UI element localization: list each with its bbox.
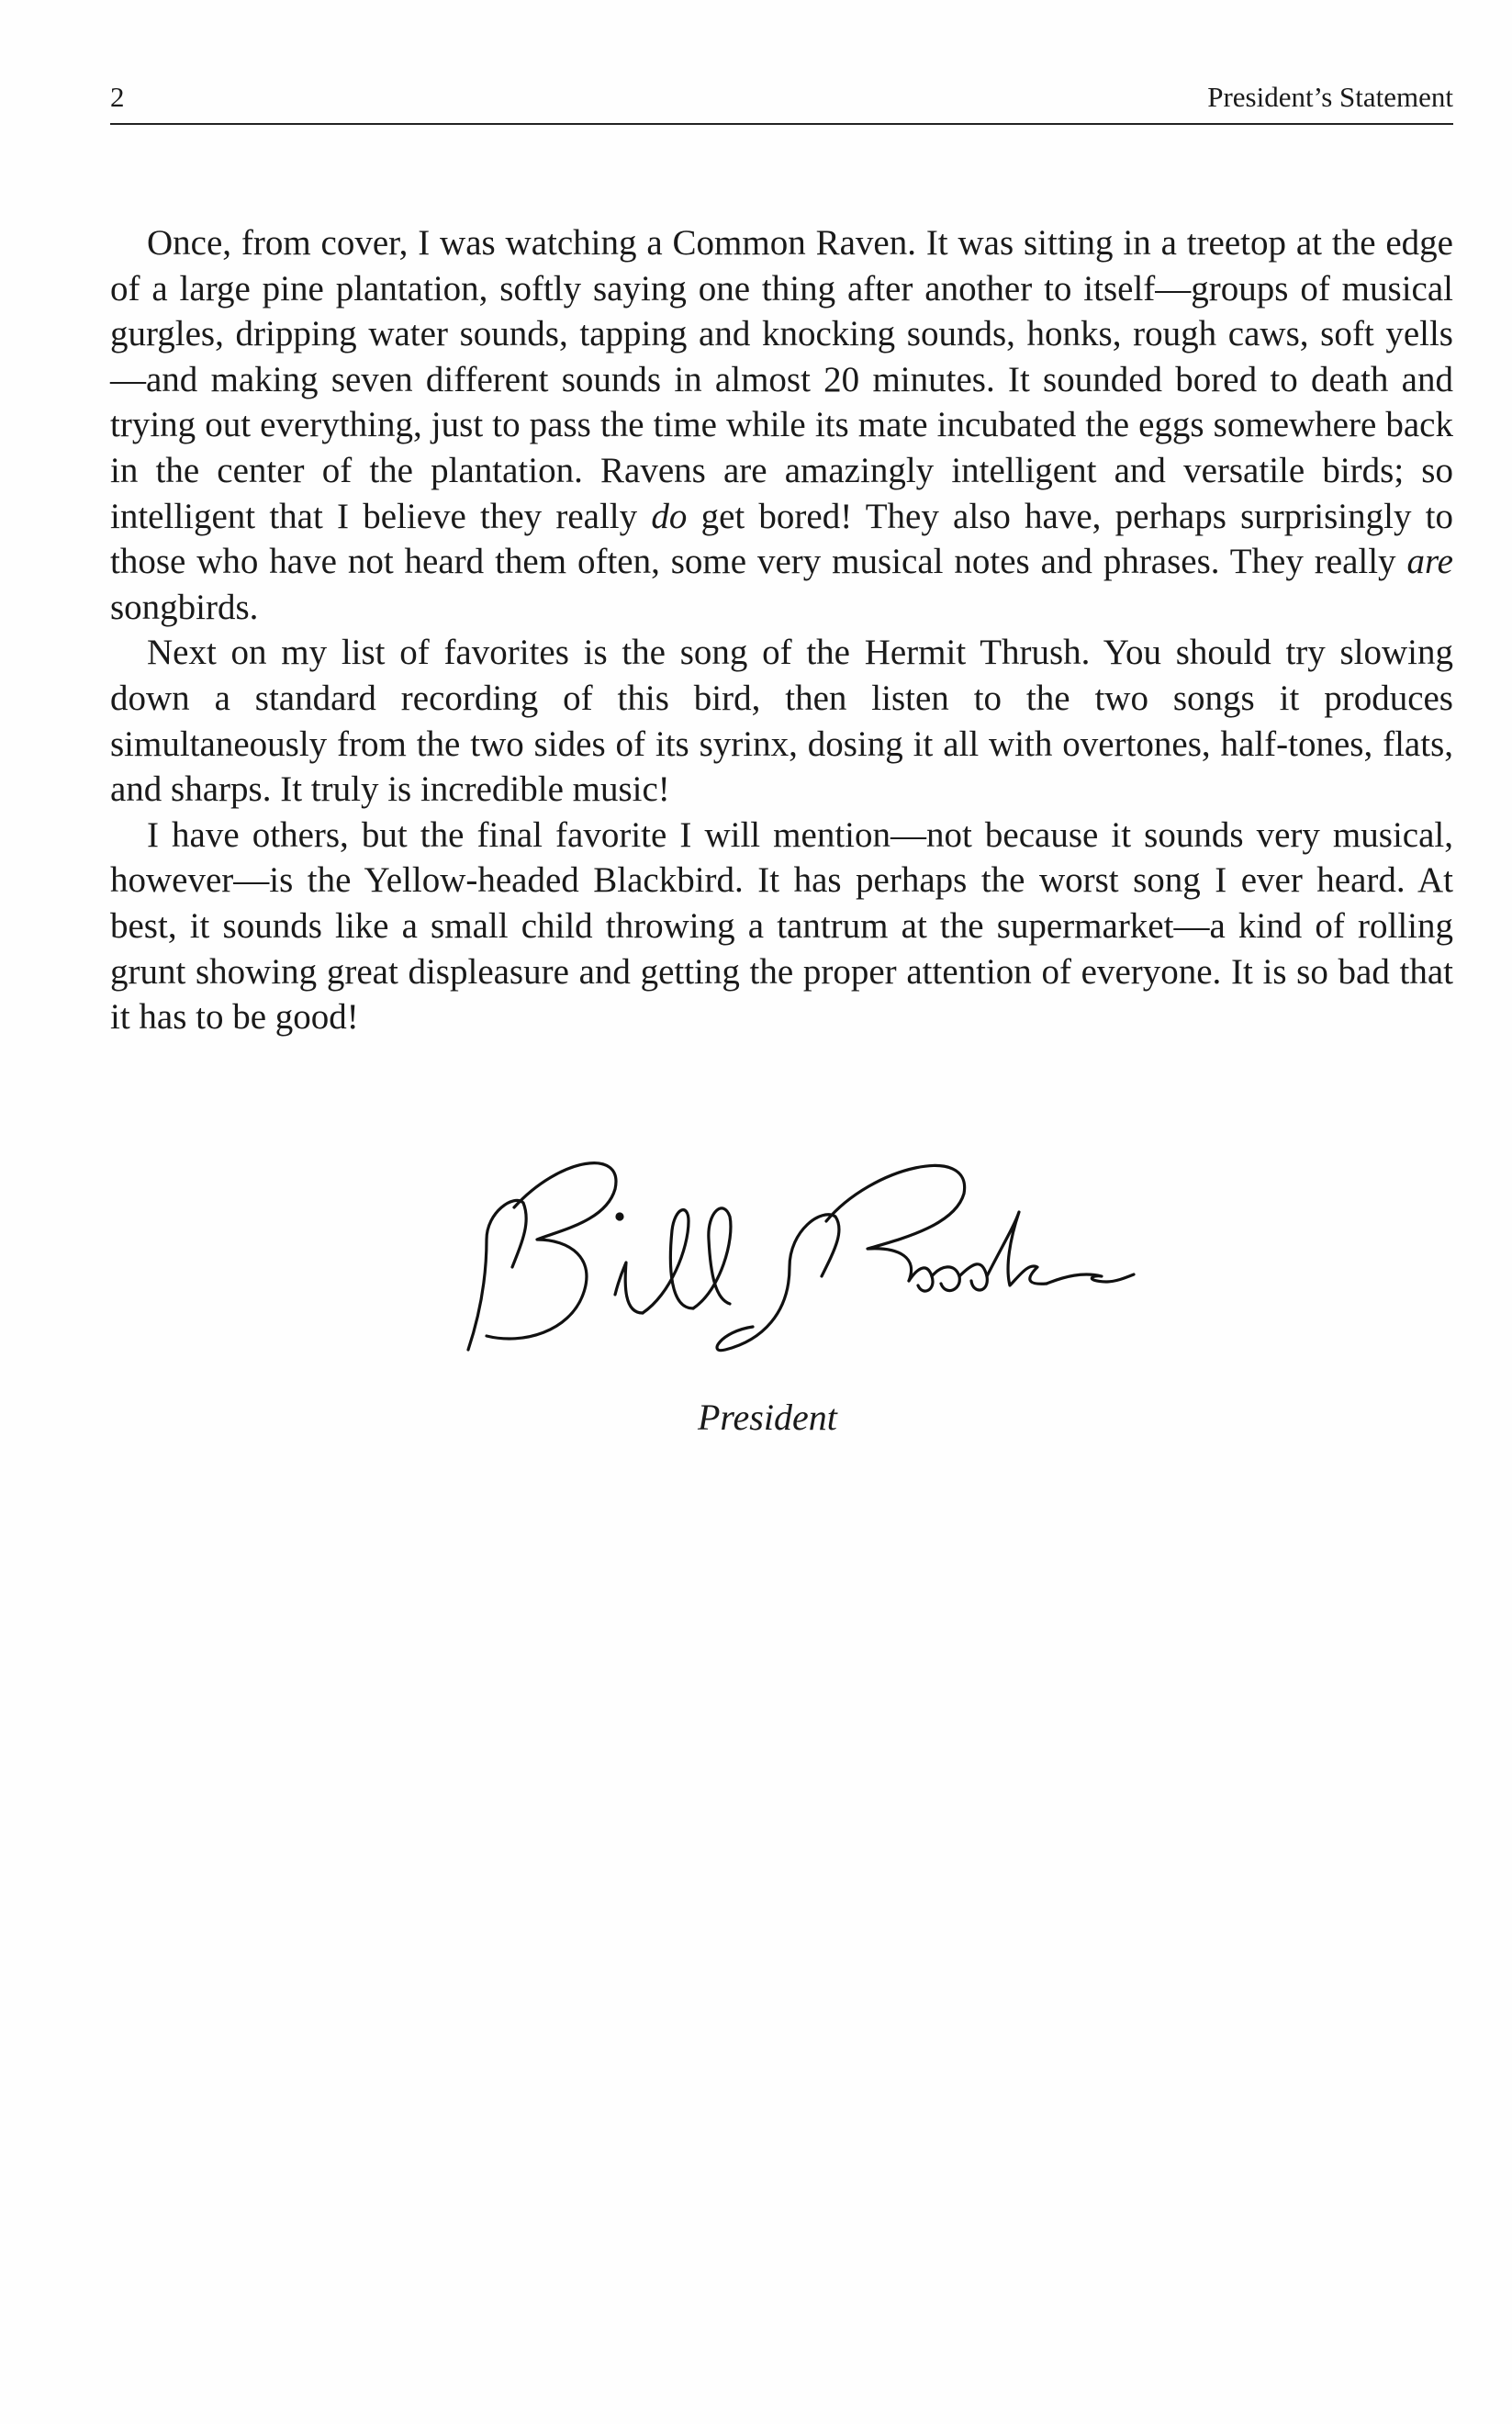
paragraph-raven-text-1: Once, from cover, I was watching a Common Raven. It was sitting in a treetop at the edge of a large pine plantation, softly saying one thing after another to itself—groups of musical gurgles, dripping water sounds, tapping and knocking sounds, honks, rough caws, soft yells—and making seven different sounds in almost 20 minutes. It sounded bored to death and trying out everything, just to pass the time while its mate incubated the eggs somewhere back in the center of the plantation. Ravens are amazingly intelligent and versatile birds; so intelligent that I believe they really: [110, 223, 1453, 536]
section-title: President’s Statement: [1207, 81, 1453, 113]
paragraph-raven: [110, 220, 1453, 630]
paragraph-blackbird: I have others, but the final favorite I will mention—not because it sounds very musical, however—is the Yellow-headed Blackbird. It has perhaps the worst song I ever heard. At best, it sounds like a small child throwing a tantrum at the supermarket—a kind of rolling grunt showing great displeasure and getting the proper attention of everyone. It is so bad that it has to be good!: [110, 814, 1453, 1038]
signer-title: President: [698, 1397, 837, 1438]
signature-icon: [459, 1139, 1138, 1368]
emphasis-are: are: [1406, 542, 1453, 582]
emphasis-do: do: [651, 496, 688, 536]
paragraph-hermit-thrush: Next on my list of favorites is the song of the Hermit Thrush. You should try slowing down a standard recording of this bird, then listen to the two songs it produces simultaneously from the two sides of its syrinx, dosing it all with overtones, half-tones, flats, and sharps. It truly is incredible music!: [110, 633, 1453, 810]
paragraph-raven-text-3: songbirds.: [110, 587, 259, 627]
running-header: [110, 77, 1453, 125]
page-number: 2: [110, 81, 125, 113]
statement-body: [110, 220, 1453, 1040]
handwritten-signature: [459, 1139, 1138, 1368]
paragraph-raven-text-2: get bored! They also have, perhaps surprisingly to those who have not heard them often, some very musical notes and phrases. They really: [110, 496, 1453, 582]
